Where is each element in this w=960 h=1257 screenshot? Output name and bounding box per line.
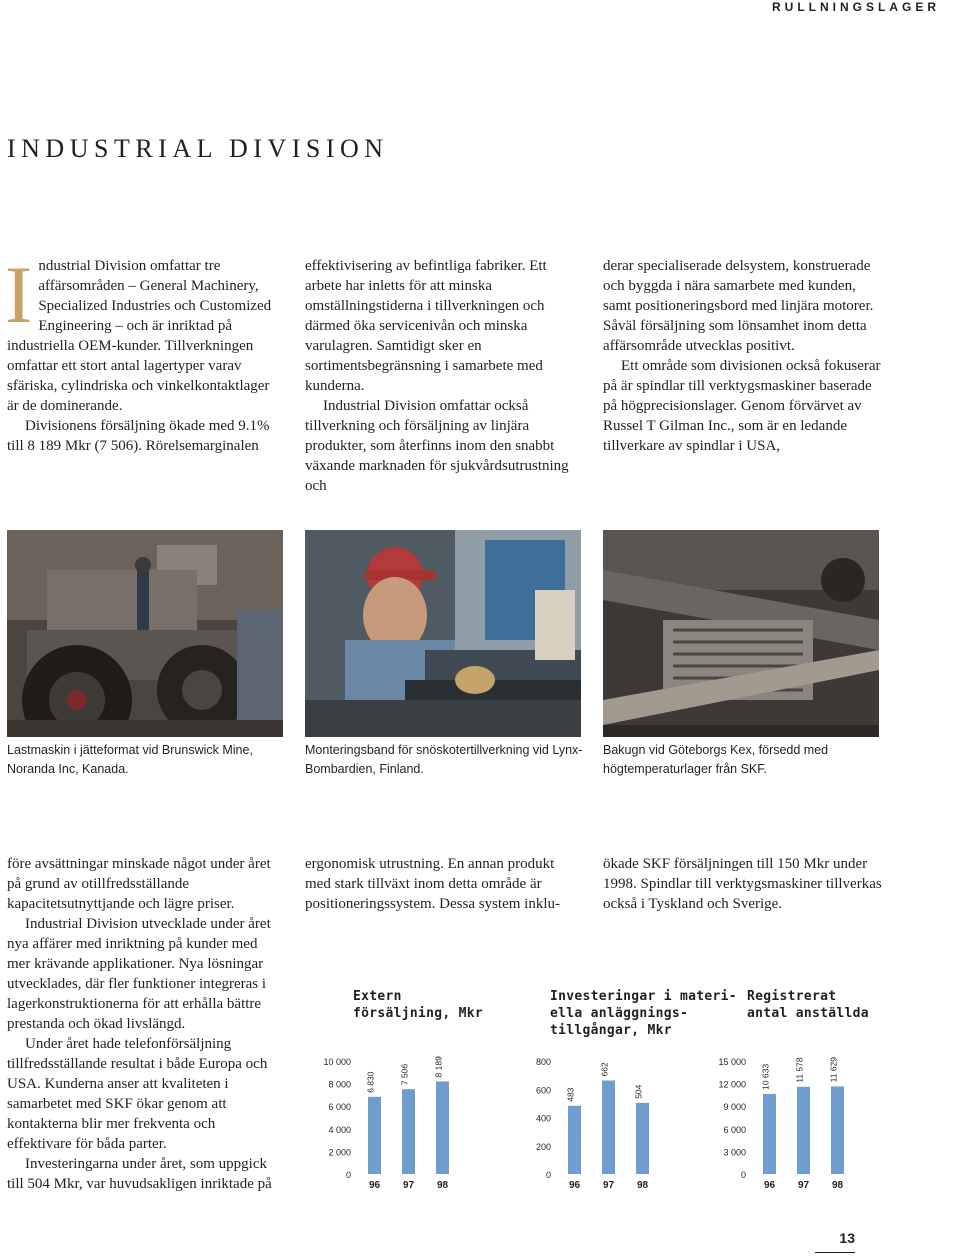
paragraph: effektivisering av befintliga fabriker. Ett arbete har inletts för att minska omställningstiderna i tillverkningen och därmed öka servicenivån och minska varulagren. Samtidigt sker en sortimentsbegränsning i samarbete med kunderna. (305, 258, 547, 394)
x-category-label: 96 (568, 1180, 581, 1191)
x-category-label: 97 (797, 1180, 810, 1191)
intro-column-2 (305, 256, 580, 496)
bar-value-label: 504 (633, 1084, 644, 1099)
bar-value-label: 483 (565, 1087, 576, 1102)
y-tick-label: 800 (535, 1057, 551, 1067)
y-tick-label: 10 000 (323, 1057, 351, 1067)
chart-title-employees (747, 988, 907, 1022)
x-category-label: 98 (436, 1180, 449, 1191)
paragraph: Industrial Division utvecklade under året nya affärer med inriktning på kunder med mer krävande applikationer. Nya lösningar utvecklades, där fler funktioner integreras i lagerkonstruktionerna för att erhålla bättre prestanda och ökad livslängd. (7, 916, 271, 1032)
x-category-label: 96 (368, 1180, 381, 1191)
bar (568, 1106, 581, 1174)
paragraph: ökade SKF försäljningen till 150 Mkr under 1998. Spindlar till verktygsmaskiner tillverkas också i Tyskland och Sverige. (603, 856, 882, 912)
intro-text: ndustrial Division omfattar tre affärsområden – General Machinery, Specialized Industries och Customized Engineering – och är inriktad på industriella OEM-kunder. Tillverkningen omfattar ett stort antal lagertyper varav sfäriska, cylindriska och vinkelkontaktlager är de dominerande. (7, 258, 272, 414)
bar (636, 1103, 649, 1174)
y-tick-label: 15 000 (718, 1057, 746, 1067)
bar (831, 1086, 844, 1174)
bar-value-label: 11 578 (794, 1057, 805, 1083)
y-tick-label: 0 (740, 1170, 746, 1180)
photo-caption (7, 741, 277, 779)
bar (402, 1089, 415, 1174)
chart-title-line: Extern (353, 989, 402, 1004)
chart-title-investments (550, 988, 740, 1039)
y-tick-label: 9 000 (723, 1102, 746, 1113)
intro-column-3 (603, 256, 881, 456)
y-tick-label: 0 (545, 1170, 551, 1180)
body-column-3 (603, 854, 883, 914)
chart-title-line: ella anläggnings- (550, 1006, 689, 1021)
y-tick-label: 3 000 (723, 1147, 746, 1158)
dropcap-letter: I (5, 249, 33, 340)
chart-title-line: tillgångar, Mkr (550, 1023, 672, 1038)
y-tick-label: 2 000 (328, 1147, 351, 1158)
x-category-label: 98 (831, 1180, 844, 1191)
x-category-label: 97 (602, 1180, 615, 1191)
bar-value-label: 6 830 (365, 1071, 376, 1093)
x-category-label: 96 (763, 1180, 776, 1191)
bar-value-label: 8 189 (433, 1056, 444, 1078)
photo-caption (603, 741, 873, 779)
body-column-2 (305, 854, 581, 914)
y-tick-label: 0 (345, 1170, 351, 1180)
employees-bar-chart (700, 1045, 880, 1195)
y-tick-label: 12 000 (718, 1079, 746, 1090)
photo-baking-oven (603, 530, 879, 737)
y-tick-label: 600 (535, 1085, 551, 1096)
y-tick-label: 200 (535, 1141, 551, 1152)
chart-title-sales (353, 988, 533, 1022)
chart-title-line: försäljning, Mkr (353, 1006, 484, 1021)
paragraph: derar specialiserade delsystem, konstruerade och byggda i nära samarbete med kunden, samt positioneringsbord med linjära motorer. Såväl försäljning som lönsamhet inom detta affärsområde utvecklas positivt. (603, 258, 874, 354)
chart-title-line: antal anställda (747, 1006, 869, 1021)
section-label: RULLNINGSLAGER (772, 0, 940, 14)
bar-value-label: 11 629 (828, 1057, 839, 1083)
page-title: INDUSTRIAL DIVISION (7, 134, 389, 163)
investments-bar-chart (505, 1045, 685, 1195)
paragraph: före avsättningar minskade något under året på grund av otillfredsställande kapacitetsutnyttjande och lägre priser. (7, 856, 271, 912)
y-tick-label: 6 000 (328, 1102, 351, 1113)
paragraph: Investeringarna under året, som uppgick till 504 Mkr, var huvudsakligen inriktade på (7, 1156, 272, 1192)
sales-bar-chart (305, 1045, 485, 1195)
chart-title-line: Investeringar i materi- (550, 989, 737, 1004)
bar (763, 1094, 776, 1174)
sales-paragraph: Divisionens försäljning ökade med 9.1% till 8 189 Mkr (7 506). Rörelsemarginalen (7, 418, 270, 454)
caption-text: Monteringsband för snöskotertillverkning vid Lynx-Bombardien, Finland. (305, 743, 583, 776)
bar-value-label: 10 633 (760, 1063, 771, 1090)
y-tick-label: 400 (535, 1113, 551, 1124)
caption-text: Lastmaskin i jätteformat vid Brunswick Mine, Noranda Inc, Kanada. (7, 743, 253, 776)
photo-assembly-line (305, 530, 581, 737)
intro-paragraph (5, 249, 282, 416)
paragraph: Ett område som divisionen också fokuserar på är spindlar till verktygsmaskiner baserade på högprecisionslager. Genom förvärvet av Russel T Gilman Inc., som är en ledande tillverkare av spindlar i USA, (603, 358, 881, 454)
chart-title-line: Registrerat (747, 989, 837, 1004)
bar (436, 1081, 449, 1174)
x-category-label: 97 (402, 1180, 415, 1191)
photo-caption (305, 741, 585, 779)
caption-text: Bakugn vid Göteborgs Kex, försedd med högtemperaturlager från SKF. (603, 743, 829, 776)
y-tick-label: 4 000 (328, 1124, 351, 1135)
bar-value-label: 7 506 (399, 1063, 410, 1086)
body-column-1 (7, 854, 283, 1194)
bar (602, 1080, 615, 1174)
paragraph: Under året hade telefonförsäljning tillfredsställande resultat i både Europa och USA. Kunderna anser att kvaliteten i samarbetet med SKF ökar genom att kontakterna blir mer frekventa och effektivare för båda parter. (7, 1036, 268, 1152)
photo-mining-loader (7, 530, 283, 737)
bar (368, 1097, 381, 1174)
page-number-rule (815, 1252, 855, 1253)
paragraph: ergonomisk utrustning. En annan produkt med stark tillväxt inom detta område är positioneringssystem. Dessa system inklu- (305, 856, 560, 912)
y-tick-label: 8 000 (328, 1079, 351, 1090)
y-tick-label: 6 000 (723, 1124, 746, 1135)
intro-column-1 (5, 249, 282, 456)
paragraph: Industrial Division omfattar också tillverkning och försäljning av linjära produkter, som återfinns inom den snabbt växande marknaden för sjukvårdsutrustning och (305, 398, 569, 494)
x-category-label: 98 (636, 1180, 649, 1191)
page-number: 13 (839, 1230, 855, 1246)
bar (797, 1087, 810, 1174)
bar-value-label: 662 (599, 1062, 610, 1077)
